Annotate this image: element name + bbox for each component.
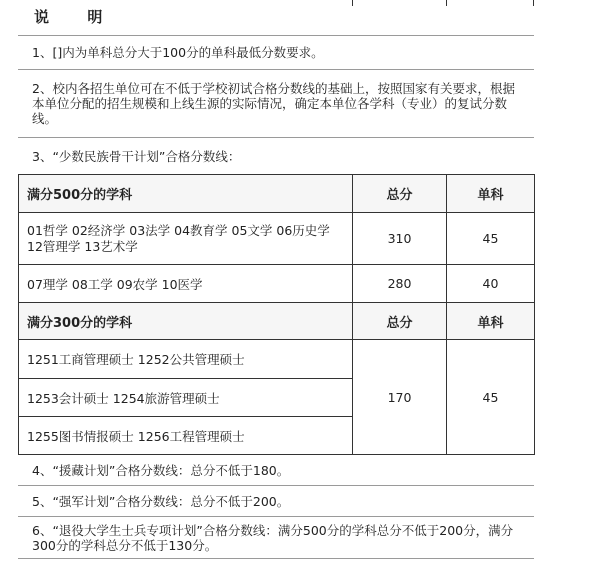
section-heading [18, 0, 534, 36]
table-header-row [19, 303, 535, 340]
subjects-cell: 1255图书情报硕士 1256工程管理硕士 [19, 417, 353, 455]
note-item [18, 455, 534, 486]
note-text: 2、校内各招生单位可在不低于学校初试合格分数线的基础上，按照国家有关要求，根据本单位分配的招生规模和上线生源的实际情况，确定本单位各学科（专业）的复试分数线。 [32, 81, 515, 126]
subjects-cell: 01哲学 02经济学 03法学 04教育学 05文学 06历史学 12管理学 13艺术学 [19, 213, 353, 265]
table-header-row [19, 175, 535, 213]
note-item [18, 486, 534, 517]
column-header-single: 单科 [447, 303, 535, 340]
column-header-subjects: 满分500分的学科 [19, 175, 353, 213]
total-score-cell: 310 [353, 213, 447, 265]
note-item [18, 517, 534, 559]
note-text: 1、[]内为单科总分大于100分的单科最低分数要求。 [32, 45, 324, 60]
notes-section [18, 0, 534, 559]
subjects-cell: 07理学 08工学 09农学 10医学 [19, 265, 353, 303]
column-header-total: 总分 [353, 175, 447, 213]
subjects-cell: 1251工商管理硕士 1252公共管理硕士 [19, 340, 353, 379]
single-score-cell: 40 [447, 265, 535, 303]
subjects-cell: 1253会计硕士 1254旅游管理硕士 [19, 379, 353, 417]
column-header-single: 单科 [447, 175, 535, 213]
heading-text: 说 明 [34, 8, 104, 26]
note-text: 4、“援藏计划”合格分数线：总分不低于180。 [32, 462, 290, 478]
total-score-cell: 170 [353, 340, 447, 455]
note-item [18, 138, 534, 174]
note-text: 3、“少数民族骨干计划”合格分数线： [32, 148, 241, 164]
score-table [18, 174, 535, 455]
note-text: 5、“强军计划”合格分数线：总分不低于200。 [32, 493, 290, 509]
note-text: 6、“退役大学生士兵专项计划”合格分数线：满分500分的学科总分不低于200分，满分300分的学科总分不低于130分。 [32, 522, 514, 553]
table-row [19, 213, 535, 265]
table-row [19, 265, 535, 303]
column-header-subjects: 满分300分的学科 [19, 303, 353, 340]
column-header-total: 总分 [353, 303, 447, 340]
single-score-cell: 45 [447, 340, 535, 455]
single-score-cell: 45 [447, 213, 535, 265]
note-item [18, 70, 534, 138]
note-item [18, 36, 534, 70]
total-score-cell: 280 [353, 265, 447, 303]
table-row [19, 340, 535, 379]
